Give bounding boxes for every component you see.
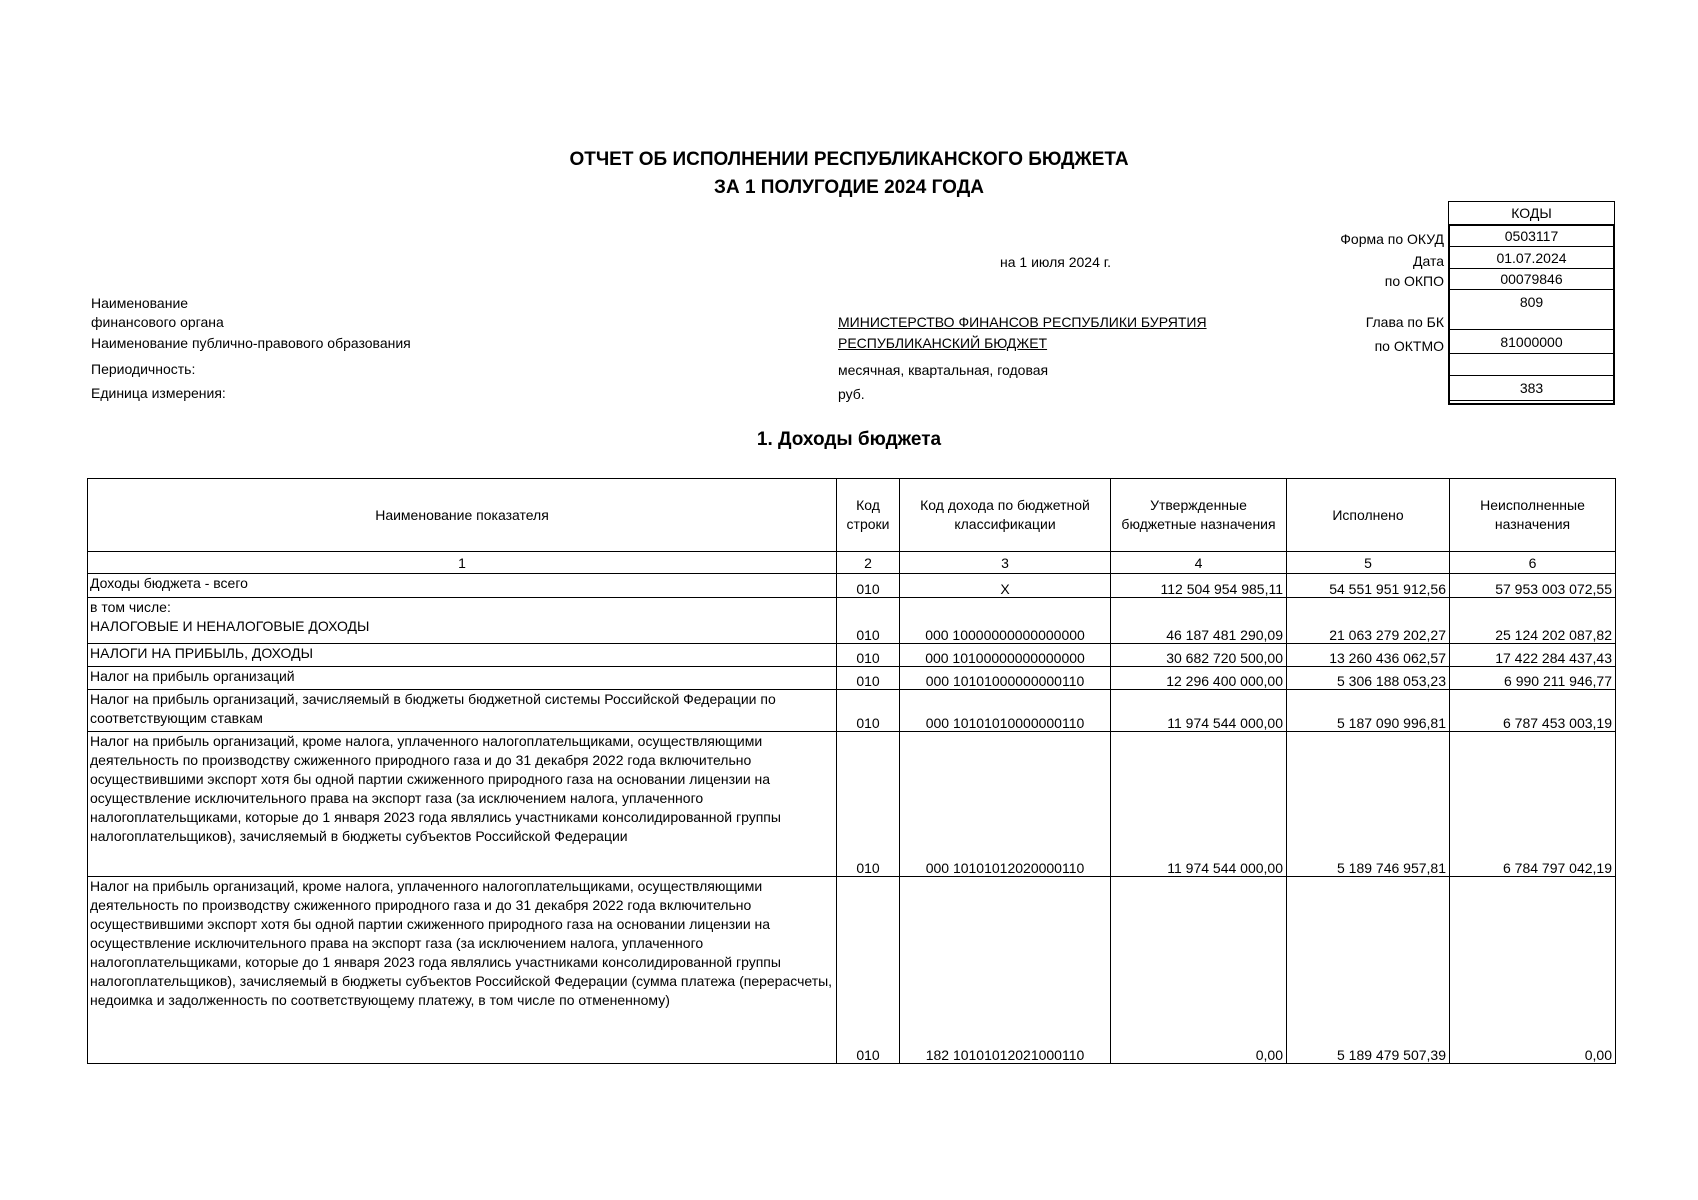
row-name: НАЛОГИ НА ПРИБЫЛЬ, ДОХОДЫ [88, 644, 837, 667]
date-code-label: Дата [1412, 253, 1444, 269]
fin-organ-label-1: Наименование [91, 295, 189, 311]
row-unexecuted: 6 784 797 042,19 [1450, 732, 1616, 877]
row-executed: 5 306 188 053,23 [1287, 667, 1450, 690]
bk-label: Глава по БК [1365, 314, 1444, 330]
row-executed: 54 551 951 912,56 [1287, 574, 1450, 598]
row-approved: 46 187 481 290,09 [1111, 598, 1287, 644]
date-value: 01.07.2024 [1449, 247, 1615, 269]
unit-label: Единица измерения: [91, 385, 226, 401]
col-num-6: 6 [1450, 552, 1616, 574]
okud-value: 0503117 [1449, 225, 1615, 247]
row-name-main: НАЛОГОВЫЕ И НЕНАЛОГОВЫЕ ДОХОДЫ [90, 618, 370, 634]
row-name: Доходы бюджета - всего [88, 574, 837, 598]
oktmo-label: по ОКТМО [1374, 338, 1444, 354]
row-approved: 11 974 544 000,00 [1111, 732, 1287, 877]
header-executed: Исполнено [1287, 479, 1450, 552]
row-executed: 5 187 090 996,81 [1287, 690, 1450, 732]
bk-value: 809 [1449, 290, 1615, 330]
row-executed: 21 063 279 202,27 [1287, 598, 1450, 644]
row-executed: 5 189 746 957,81 [1287, 732, 1450, 877]
fin-organ-label-2: финансового органа [91, 314, 224, 330]
row-executed: 5 189 479 507,39 [1287, 877, 1450, 1064]
header-line-code: Код строки [837, 479, 900, 552]
col-num-3: 3 [900, 552, 1111, 574]
col-num-4: 4 [1111, 552, 1287, 574]
row-unexecuted: 25 124 202 087,82 [1450, 598, 1616, 644]
column-number-row [88, 552, 1616, 574]
empty-code-value [1449, 354, 1615, 376]
oktmo-value: 81000000 [1449, 330, 1615, 354]
okpo-label: по ОКПО [1384, 273, 1444, 289]
period-value: месячная, квартальная, годовая [838, 362, 1049, 378]
row-unexecuted: 0,00 [1450, 877, 1616, 1064]
ppo-label: Наименование публично-правового образования [91, 335, 411, 351]
row-line-code: 010 [837, 644, 900, 667]
ppo-value: РЕСПУБЛИКАНСКИЙ БЮДЖЕТ [838, 335, 1048, 351]
row-line-code: 010 [837, 690, 900, 732]
table-row [88, 877, 1616, 1064]
row-approved: 11 974 544 000,00 [1111, 690, 1287, 732]
header-income-code: Код дохода по бюджетной классификации [900, 479, 1111, 552]
period-label: Периодичность: [91, 361, 196, 377]
row-name [88, 598, 837, 644]
unit-code-value: 383 [1449, 376, 1615, 401]
table-row [88, 644, 1616, 667]
table-row [88, 598, 1616, 644]
row-unexecuted: 6 787 453 003,19 [1450, 690, 1616, 732]
table-row [88, 574, 1616, 598]
row-name: Налог на прибыль организаций, кроме налога, уплаченного налогоплательщиками, осуществляющими деятельность по производству сжиженного природного газа и до 31 декабря 2022 года включительно осуществившими экспорт хотя бы одной партии сжиженного природного газа на основании лицензии на осуществление исключительного права на экспорт газа (за исключением налога, уплаченного налогоплательщиками, которые до 1 января 2023 года являлись участниками консолидированной группы налогоплательщиков), зачисляемый в бюджеты субъектов Российской Федерации [88, 732, 837, 877]
header-unexecuted: Неисполненные назначения [1450, 479, 1616, 552]
row-unexecuted: 57 953 003 072,55 [1450, 574, 1616, 598]
row-name: Налог на прибыль организаций, кроме налога, уплаченного налогоплательщиками, осуществляющими деятельность по производству сжиженного природного газа и до 31 декабря 2022 года включительно осуществившими экспорт хотя бы одной партии сжиженного природного газа на основании лицензии на осуществление исключительного права на экспорт газа (за исключением налога, уплаченного налогоплательщиками, которые до 1 января 2023 года являлись участниками консолидированной группы налогоплательщиков), зачисляемый в бюджеты субъектов Российской Федерации (сумма платежа (перерасчеты, недоимка и задолженность по соответствующему платежу, в том числе по отмененному) [88, 877, 837, 1064]
okud-label: Форма по ОКУД [1340, 231, 1444, 247]
row-unexecuted: 17 422 284 437,43 [1450, 644, 1616, 667]
header-approved: Утвержденные бюджетные назначения [1111, 479, 1287, 552]
table-header-row [88, 479, 1616, 552]
row-name-prefix: в том числе: [90, 599, 171, 615]
row-name: Налог на прибыль организаций [88, 667, 837, 690]
report-date: на 1 июля 2024 г. [1000, 254, 1112, 270]
row-income-code: 000 10101010000000110 [900, 690, 1111, 732]
unit-value: руб. [838, 386, 865, 402]
row-line-code: 010 [837, 877, 900, 1064]
section-title: 1. Доходы бюджета [756, 429, 942, 450]
table-row [88, 732, 1616, 877]
row-name: Налог на прибыль организаций, зачисляемый в бюджеты бюджетной системы Российской Федерации по соответствующим ставкам [88, 690, 837, 732]
row-income-code: 000 10101000000000110 [900, 667, 1111, 690]
income-table [87, 478, 1616, 1064]
fin-organ-value: МИНИСТЕРСТВО ФИНАНСОВ РЕСПУБЛИКИ БУРЯТИЯ [838, 314, 1207, 330]
codes-header: КОДЫ [1449, 202, 1615, 225]
col-num-5: 5 [1287, 552, 1450, 574]
row-approved: 112 504 954 985,11 [1111, 574, 1287, 598]
row-line-code: 010 [837, 574, 900, 598]
row-income-code: 000 10100000000000000 [900, 644, 1111, 667]
table-row [88, 667, 1616, 690]
row-income-code: 000 10000000000000000 [900, 598, 1111, 644]
row-income-code: X [900, 574, 1111, 598]
row-approved: 12 296 400 000,00 [1111, 667, 1287, 690]
header-name: Наименование показателя [88, 479, 837, 552]
row-income-code: 182 10101012021000110 [900, 877, 1111, 1064]
col-num-2: 2 [837, 552, 900, 574]
codes-table [1448, 201, 1615, 401]
report-title-line1: ОТЧЕТ ОБ ИСПОЛНЕНИИ РЕСПУБЛИКАНСКОГО БЮДЖЕТА [569, 149, 1129, 170]
row-unexecuted: 6 990 211 946,77 [1450, 667, 1616, 690]
row-executed: 13 260 436 062,57 [1287, 644, 1450, 667]
row-line-code: 010 [837, 732, 900, 877]
col-num-1: 1 [88, 552, 837, 574]
report-title-line2: ЗА 1 ПОЛУГОДИЕ 2024 ГОДА [714, 177, 984, 198]
table-row [88, 690, 1616, 732]
row-approved: 30 682 720 500,00 [1111, 644, 1287, 667]
row-income-code: 000 10101012020000110 [900, 732, 1111, 877]
okpo-value: 00079846 [1449, 269, 1615, 290]
row-line-code: 010 [837, 598, 900, 644]
row-line-code: 010 [837, 667, 900, 690]
row-approved: 0,00 [1111, 877, 1287, 1064]
